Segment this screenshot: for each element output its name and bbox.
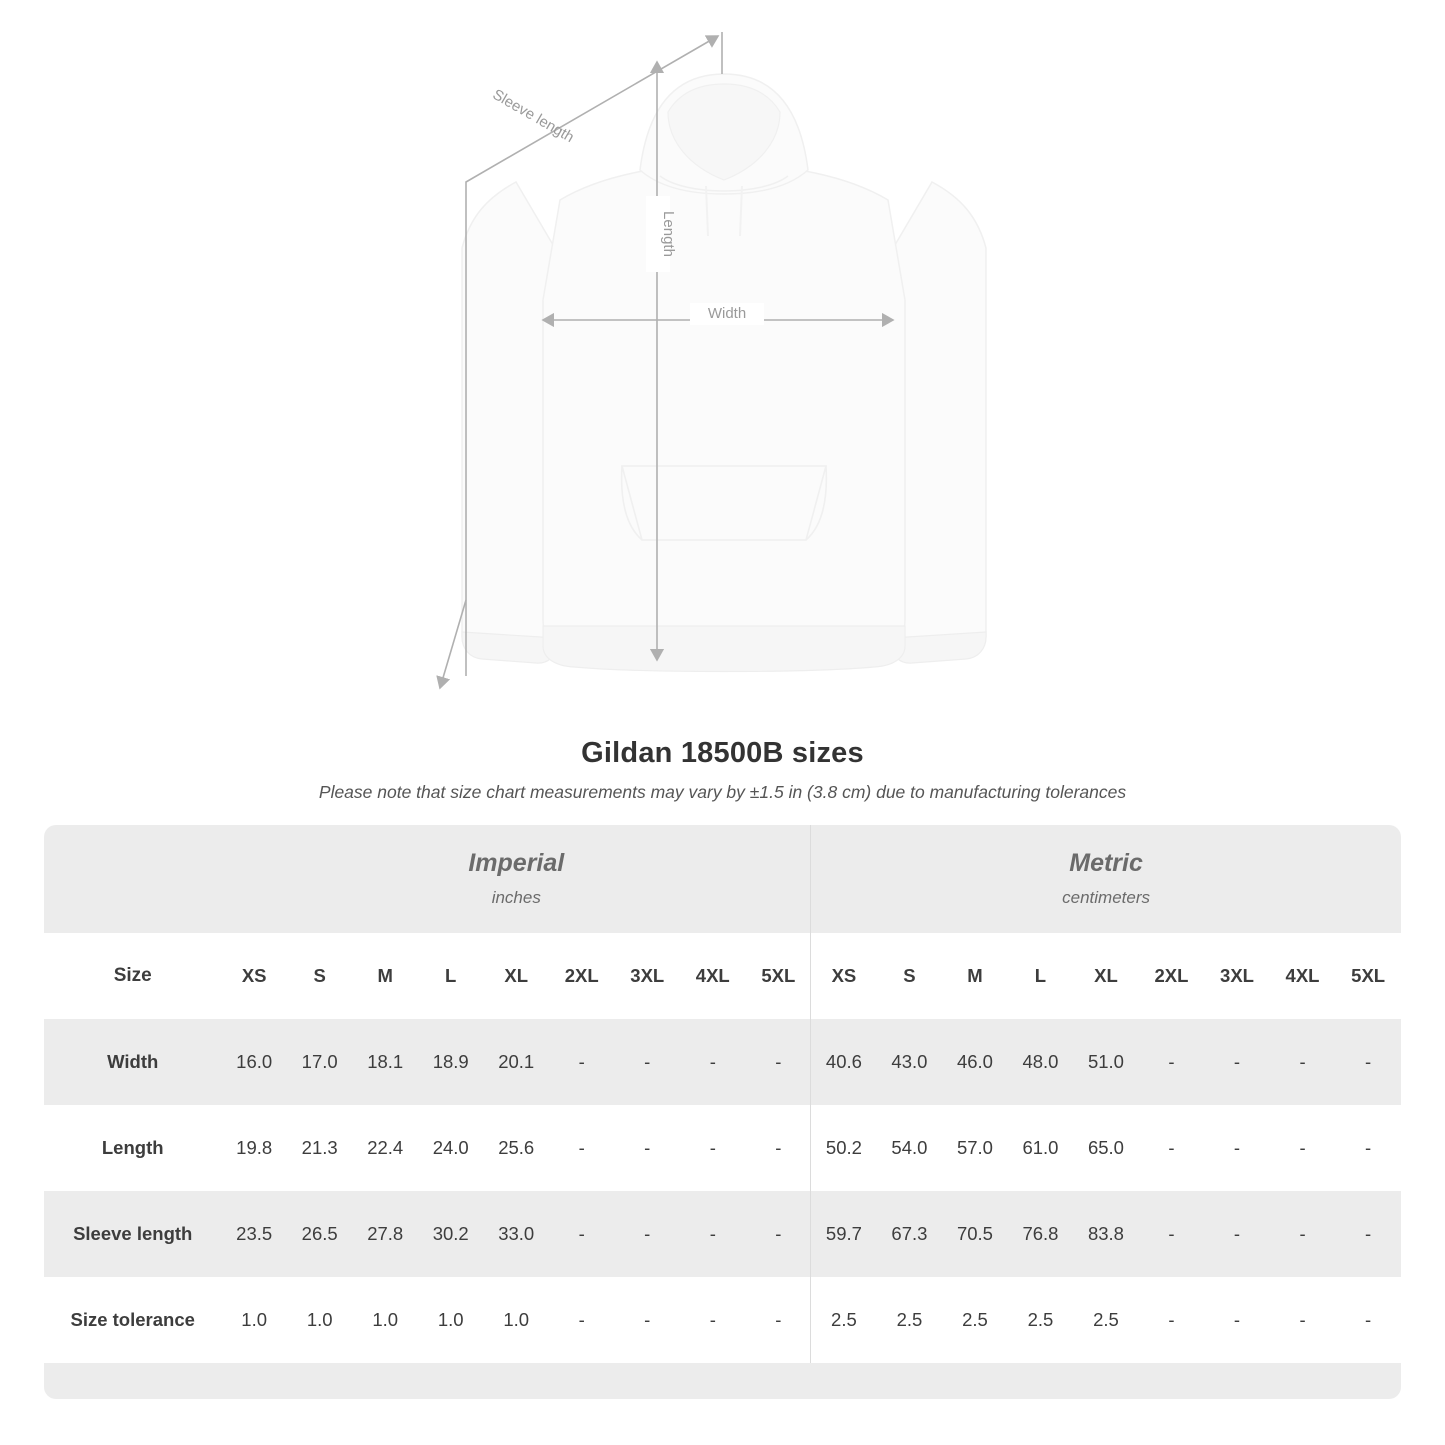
- cell-tolerance-metric-xs: 2.5: [811, 1277, 877, 1363]
- size-header-metric-s: S: [877, 933, 943, 1019]
- cell-length-metric-s: 54.0: [877, 1105, 943, 1191]
- cell-sleeve-imperial-xs: 23.5: [221, 1191, 287, 1277]
- cell-tolerance-imperial-s: 1.0: [287, 1277, 353, 1363]
- cell-width-metric-2xl: -: [1139, 1019, 1205, 1105]
- unit-metric-sub: centimeters: [1062, 887, 1151, 907]
- cell-tolerance-metric-m: 2.5: [942, 1277, 1008, 1363]
- cell-length-imperial-5xl: -: [746, 1105, 812, 1191]
- cell-length-imperial-3xl: -: [615, 1105, 681, 1191]
- cell-length-imperial-xs: 19.8: [221, 1105, 287, 1191]
- size-header-metric-l: L: [1008, 933, 1074, 1019]
- cell-length-imperial-l: 24.0: [418, 1105, 484, 1191]
- size-header-metric-3xl: 3XL: [1204, 933, 1270, 1019]
- table-footer-strip: [44, 1363, 1401, 1399]
- row-label-length: Length: [44, 1105, 221, 1191]
- size-header-imperial-2xl: 2XL: [549, 933, 615, 1019]
- row-label-width: Width: [44, 1019, 221, 1105]
- cell-sleeve-imperial-s: 26.5: [287, 1191, 353, 1277]
- table-row: [44, 1277, 1401, 1363]
- cell-tolerance-metric-5xl: -: [1335, 1277, 1401, 1363]
- unit-header-metric: [811, 825, 1401, 933]
- cell-sleeve-metric-s: 67.3: [877, 1191, 943, 1277]
- cell-sleeve-metric-4xl: -: [1270, 1191, 1336, 1277]
- cell-length-imperial-4xl: -: [680, 1105, 746, 1191]
- size-header-metric-2xl: 2XL: [1139, 933, 1205, 1019]
- unit-imperial-sub: inches: [491, 887, 541, 907]
- size-header-metric-xl: XL: [1073, 933, 1139, 1019]
- cell-length-metric-2xl: -: [1139, 1105, 1205, 1191]
- unit-header-imperial: [221, 825, 811, 933]
- cell-width-imperial-xl: 20.1: [483, 1019, 549, 1105]
- page-title: Gildan 18500B sizes: [581, 737, 864, 769]
- size-header-imperial-s: S: [287, 933, 353, 1019]
- cell-tolerance-imperial-xl: 1.0: [483, 1277, 549, 1363]
- size-table: [44, 825, 1401, 1399]
- size-header-metric-4xl: 4XL: [1270, 933, 1336, 1019]
- size-header-label: Size: [44, 933, 221, 1019]
- cell-length-imperial-m: 22.4: [352, 1105, 418, 1191]
- label-width: Width: [707, 305, 747, 322]
- cell-tolerance-imperial-4xl: -: [680, 1277, 746, 1363]
- size-header-imperial-5xl: 5XL: [746, 933, 812, 1019]
- cell-width-metric-m: 46.0: [942, 1019, 1008, 1105]
- cell-length-imperial-xl: 25.6: [483, 1105, 549, 1191]
- cell-width-imperial-s: 17.0: [287, 1019, 353, 1105]
- cell-width-metric-l: 48.0: [1008, 1019, 1074, 1105]
- cell-tolerance-metric-3xl: -: [1204, 1277, 1270, 1363]
- size-header-imperial-4xl: 4XL: [680, 933, 746, 1019]
- hoodie-shape: [462, 74, 986, 672]
- cell-sleeve-imperial-l: 30.2: [418, 1191, 484, 1277]
- cell-length-imperial-2xl: -: [549, 1105, 615, 1191]
- size-header-row: [44, 933, 1401, 1019]
- cell-width-imperial-m: 18.1: [352, 1019, 418, 1105]
- cell-width-imperial-4xl: -: [680, 1019, 746, 1105]
- unit-imperial-name: Imperial: [468, 849, 565, 878]
- cell-sleeve-metric-5xl: -: [1335, 1191, 1401, 1277]
- cell-sleeve-imperial-5xl: -: [746, 1191, 812, 1277]
- cell-width-metric-xs: 40.6: [811, 1019, 877, 1105]
- cell-sleeve-imperial-2xl: -: [549, 1191, 615, 1277]
- unit-header-spacer: [44, 825, 221, 933]
- cell-length-metric-l: 61.0: [1008, 1105, 1074, 1191]
- cell-sleeve-metric-m: 70.5: [942, 1191, 1008, 1277]
- size-header-imperial-xl: XL: [483, 933, 549, 1019]
- cell-width-metric-xl: 51.0: [1073, 1019, 1139, 1105]
- cell-sleeve-imperial-3xl: -: [615, 1191, 681, 1277]
- cell-tolerance-imperial-m: 1.0: [352, 1277, 418, 1363]
- cell-width-imperial-xs: 16.0: [221, 1019, 287, 1105]
- cell-tolerance-imperial-5xl: -: [746, 1277, 812, 1363]
- cell-length-imperial-s: 21.3: [287, 1105, 353, 1191]
- cell-width-imperial-2xl: -: [549, 1019, 615, 1105]
- table-row: [44, 1105, 1401, 1191]
- cell-length-metric-m: 57.0: [942, 1105, 1008, 1191]
- cell-sleeve-imperial-4xl: -: [680, 1191, 746, 1277]
- cell-width-imperial-l: 18.9: [418, 1019, 484, 1105]
- row-label-sleeve-length: Sleeve length: [44, 1191, 221, 1277]
- row-label-size-tolerance: Size tolerance: [44, 1277, 221, 1363]
- tolerance-note: Please note that size chart measurements may vary by ±1.5 in (3.8 cm) due to manufacturing tolerances: [318, 782, 1127, 802]
- cell-tolerance-metric-l: 2.5: [1008, 1277, 1074, 1363]
- label-sleeve-length: Sleeve length: [489, 86, 577, 147]
- cell-width-metric-s: 43.0: [877, 1019, 943, 1105]
- cell-length-metric-4xl: -: [1270, 1105, 1336, 1191]
- title-block: [0, 737, 1445, 803]
- cell-tolerance-imperial-2xl: -: [549, 1277, 615, 1363]
- unit-metric-name: Metric: [1069, 849, 1143, 878]
- size-header-metric-xs: XS: [811, 933, 877, 1019]
- unit-header-row: [44, 825, 1401, 933]
- size-header-metric-m: M: [942, 933, 1008, 1019]
- cell-tolerance-metric-xl: 2.5: [1073, 1277, 1139, 1363]
- table-row: [44, 1019, 1401, 1105]
- size-table-wrapper: [44, 825, 1401, 1399]
- cell-width-imperial-5xl: -: [746, 1019, 812, 1105]
- cell-tolerance-metric-2xl: -: [1139, 1277, 1205, 1363]
- cell-tolerance-imperial-xs: 1.0: [221, 1277, 287, 1363]
- cell-sleeve-metric-3xl: -: [1204, 1191, 1270, 1277]
- size-header-imperial-xs: XS: [221, 933, 287, 1019]
- cell-sleeve-metric-xl: 83.8: [1073, 1191, 1139, 1277]
- cell-length-metric-3xl: -: [1204, 1105, 1270, 1191]
- size-header-metric-5xl: 5XL: [1335, 933, 1401, 1019]
- size-header-imperial-3xl: 3XL: [615, 933, 681, 1019]
- cell-tolerance-imperial-l: 1.0: [418, 1277, 484, 1363]
- cell-length-metric-xs: 50.2: [811, 1105, 877, 1191]
- cell-width-imperial-3xl: -: [615, 1019, 681, 1105]
- table-row: [44, 1191, 1401, 1277]
- label-length: Length: [660, 211, 677, 257]
- cell-width-metric-5xl: -: [1335, 1019, 1401, 1105]
- cell-sleeve-imperial-m: 27.8: [352, 1191, 418, 1277]
- cell-tolerance-imperial-3xl: -: [615, 1277, 681, 1363]
- cell-tolerance-metric-4xl: -: [1270, 1277, 1336, 1363]
- cell-sleeve-metric-xs: 59.7: [811, 1191, 877, 1277]
- cell-sleeve-imperial-xl: 33.0: [483, 1191, 549, 1277]
- size-header-imperial-l: L: [418, 933, 484, 1019]
- cell-length-metric-5xl: -: [1335, 1105, 1401, 1191]
- size-header-imperial-m: M: [352, 933, 418, 1019]
- cell-length-metric-xl: 65.0: [1073, 1105, 1139, 1191]
- cell-sleeve-metric-l: 76.8: [1008, 1191, 1074, 1277]
- cell-width-metric-3xl: -: [1204, 1019, 1270, 1105]
- cell-sleeve-metric-2xl: -: [1139, 1191, 1205, 1277]
- cell-width-metric-4xl: -: [1270, 1019, 1336, 1105]
- cell-tolerance-metric-s: 2.5: [877, 1277, 943, 1363]
